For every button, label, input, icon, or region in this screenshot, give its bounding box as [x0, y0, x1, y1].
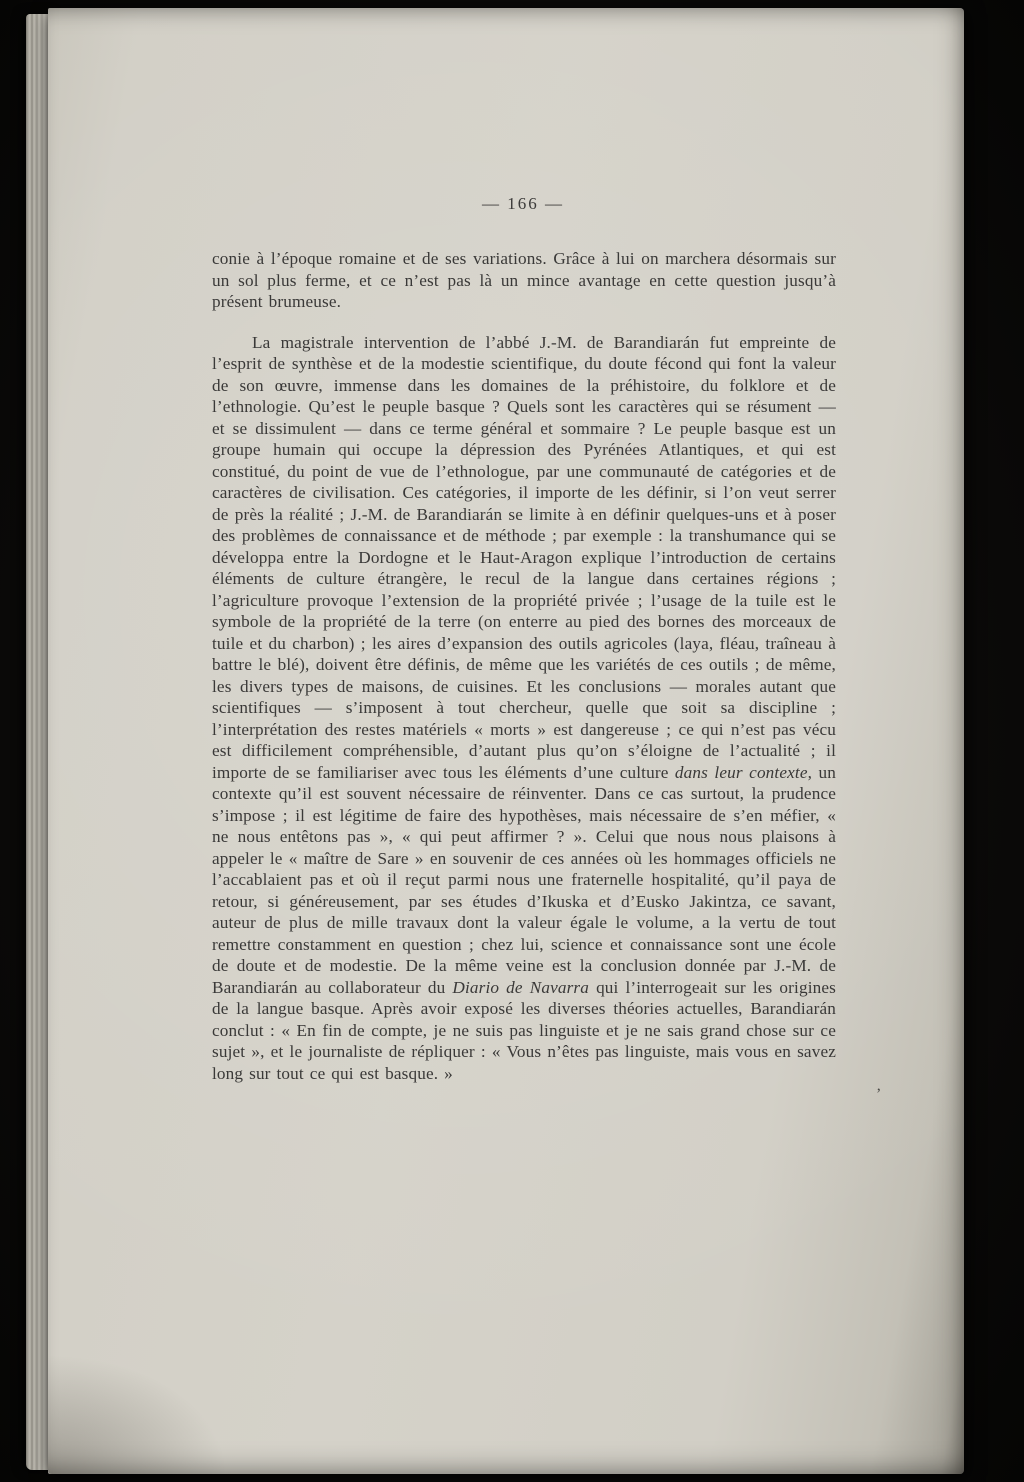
text-run: , un contexte qu’il est souvent nécessaire de réinventer. Dans ce cas surtout, la prudence s’impose ; il est légitime de faire des hypothèses, mais nécessaire de s’en méfier, « ne nous entêtons pas », « qui peut affirmer ? ». Celui que nous nous plaisons à appeler le « maître de Sare » en souvenir de ces années où les hommages officiels ne l’accablaient pas et où il reçut parmi nous une fraternelle hospitalité, qu’il paya de retour, si généreusement, par ses études d’Ikuska et d’Eusko Jakintza, ce savant, auteur de plus de mille travaux dont la valeur égale le volume, a la vertu de tout remettre constamment en question ; chez lui, science et connaissance sont une école de doute et de modestie. De la même veine est la conclusion donnée par J.-M. de Barandiarán au collaborateur du	[212, 762, 837, 997]
text-run: La magistrale intervention de l’abbé J.-M. de Barandiarán fut empreinte de l’esprit de synthèse et de la modestie scientifique, du doute fécond qui font la valeur de son œuvre, immense dans les domaines de la préhistoire, du folklore et de l’ethnologie. Qu’est le peuple basque ? Quels sont les caractères qui se résument — et se dissimulent — dans ce terme général et sommaire ? Le peuple basque est un groupe humain qui occupe la dépression des Pyrénées Atlantiques, et qui est constitué, du point de vue de l’ethnologue, par une communauté de catégories et de caractères de civilisation. Ces catégories, il importe de les définir, si l’on veut serrer de près la réalité ; J.-M. de Barandiarán se limite à en définir quelques-uns et à poser des problèmes de connaissance et de méthode ; par exemple : la transhumance qui se développa entre la Dordogne et le Haut-Aragon explique l’introduction de certains éléments de culture étrangère, le recul de la langue dans certaines régions ; l’agriculture provoque l’extension de la propriété privée ; l’usage de la tuile est le symbole de la propriété de la terre (on enterre au pied des bornes des morceaux de tuile et du charbon) ; les aires d’expansion des outils agricoles (laya, fléau, traîneau à battre le blé), doivent être définis, de même que les variétés de ces outils ; de même, les divers types de maisons, de cuisines. Et les conclusions — morales autant que scientifiques — s’imposent à tout chercheur, quelle que soit sa discipline ; l’interprétation des restes matériels « morts » est dangereuse ; ce qui n’est pas vécu est difficilement compréhensible, d’autant plus qu’on s’éloigne de l’actualité ; il importe de se familiariser avec tous les éléments d’une culture	[212, 332, 836, 782]
paragraph	[212, 248, 836, 313]
print-artifact: ’	[876, 1086, 882, 1103]
text-column	[212, 248, 836, 1084]
book-page	[48, 8, 964, 1474]
page-number: — 166 —	[482, 194, 564, 213]
text-run: qui l’interrogeait sur les origines de la langue basque. Après avoir exposé les diverses théories actuelles, Barandiarán conclut : « En fin de compte, je ne suis pas linguiste et je ne sais grand chose sur ce sujet », et le journaliste de répliquer : « Vous n’êtes pas linguiste, mais vous en savez long sur tout ce qui est basque. »	[212, 977, 836, 1083]
paragraph	[212, 332, 836, 1085]
italic-text-run: dans leur contexte	[674, 762, 808, 782]
italic-text-run: Diario de Navarra	[452, 977, 590, 997]
text-run: conie à l’époque romaine et de ses variations. Grâce à lui on marchera désormais sur un sol plus ferme, et ce n’est pas là un mince avantage en cette question jusqu’à présent brumeuse.	[212, 249, 836, 311]
